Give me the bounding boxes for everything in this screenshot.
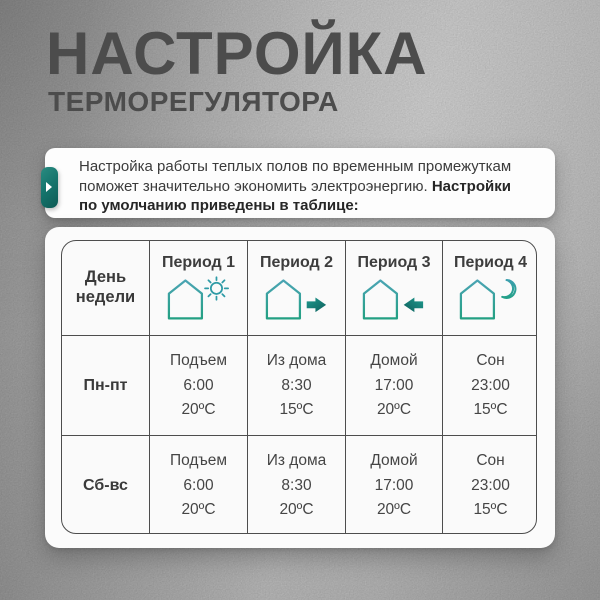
house-sun-icon [166, 276, 232, 322]
event-temp: 20ºC [181, 401, 216, 419]
event-temp: 15ºC [473, 501, 508, 519]
row-weekdays-label: Пн-пт [62, 336, 150, 436]
intro-text [79, 157, 515, 216]
event-time: 17:00 [374, 476, 414, 494]
event-name: Из дома [266, 452, 327, 470]
event-name: Домой [370, 352, 418, 370]
title-block [46, 20, 428, 117]
event-temp: 15ºC [279, 401, 314, 419]
row-weekend-label: Сб-вс [62, 436, 150, 534]
event-temp: 20ºC [181, 501, 216, 519]
cell-weekend-period4 [443, 436, 537, 534]
page-subtitle: ТЕРМОРЕГУЛЯТОРА [48, 86, 339, 117]
intro-card [45, 148, 555, 218]
schedule-card [45, 227, 555, 548]
event-time: 8:30 [281, 476, 312, 494]
house-arrow-right-icon [264, 276, 330, 322]
day-of-week-header: День недели [62, 241, 150, 336]
event-name: Подъем [169, 352, 228, 370]
schedule-table [61, 240, 537, 534]
play-arrow-icon [46, 182, 52, 192]
period-1-label: Период 1 [161, 254, 236, 271]
period-3-label: Период 3 [357, 254, 431, 271]
event-temp: 20ºC [376, 501, 412, 519]
event-temp: 20ºC [279, 501, 314, 519]
event-name: Сон [476, 452, 505, 470]
cell-weekdays-period1 [150, 336, 248, 436]
event-name: Подъем [169, 452, 228, 470]
period-3-header [346, 241, 443, 336]
event-time: 6:00 [183, 376, 214, 394]
cell-weekdays-period2 [248, 336, 346, 436]
cell-weekdays-period3 [346, 336, 443, 436]
event-name: Домой [370, 452, 418, 470]
event-name: Сон [476, 352, 505, 370]
house-moon-icon [458, 276, 524, 322]
period-2-label: Период 2 [259, 254, 334, 271]
event-time: 6:00 [183, 476, 214, 494]
event-time: 23:00 [471, 476, 510, 494]
period-4-label: Период 4 [453, 254, 528, 271]
period-2-header [248, 241, 346, 336]
house-arrow-left-icon [361, 276, 427, 322]
cell-weekend-period3 [346, 436, 443, 534]
cell-weekdays-period4 [443, 336, 537, 436]
event-temp: 15ºC [473, 401, 508, 419]
accent-tab [41, 167, 58, 208]
event-temp: 20ºC [376, 401, 412, 419]
event-time: 17:00 [374, 376, 414, 394]
event-name: Из дома [266, 352, 327, 370]
period-4-header [443, 241, 537, 336]
intro-text-bold: Настройки по умолчанию приведены в таблице: [79, 177, 511, 214]
period-1-header [150, 241, 248, 336]
intro-text-regular: Настройка работы теплых полов по временным промежуткам поможет значительно экономить электроэнергию. [79, 158, 512, 195]
cell-weekend-period2 [248, 436, 346, 534]
cell-weekend-period1 [150, 436, 248, 534]
page-title: НАСТРОЙКА [46, 20, 428, 87]
event-time: 8:30 [281, 376, 312, 394]
event-time: 23:00 [471, 376, 510, 394]
